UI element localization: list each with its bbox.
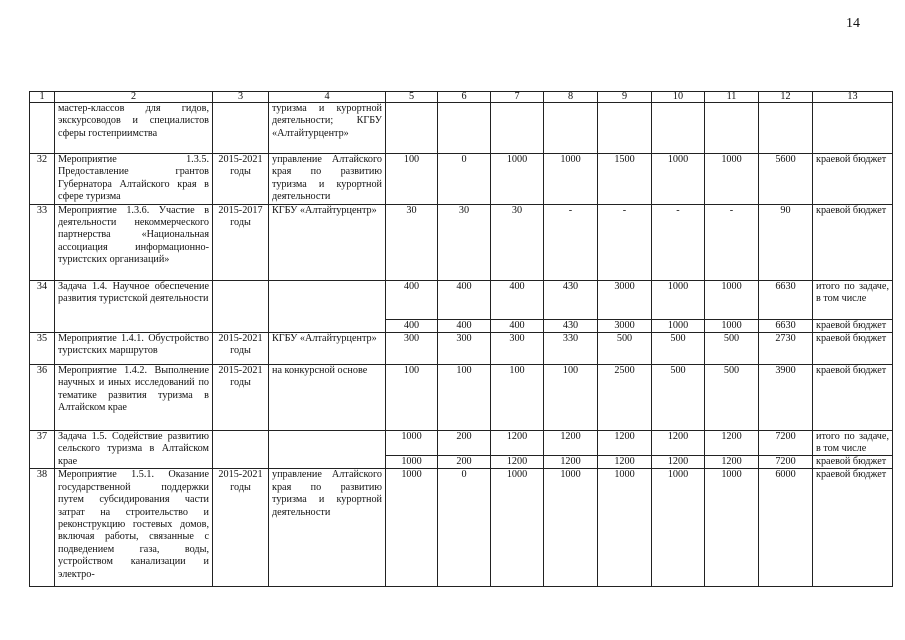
funding-total-label: итого по задаче, в том числе — [816, 280, 889, 305]
measure-name: Задача 1.4. Научное обеспечение развития туристской деятельности — [55, 280, 213, 332]
executor: КГБУ «Алтайтурцентр» — [269, 333, 386, 365]
value-cell: 1000 — [652, 154, 705, 205]
total-value: 1000 — [401, 431, 422, 443]
table-row — [30, 280, 893, 332]
regional-value: 400 — [438, 319, 490, 332]
value-cell: - — [598, 204, 652, 280]
period: 2015-2021 годы — [213, 154, 269, 205]
value-cell — [438, 280, 491, 332]
regional-value: 3000 — [598, 319, 651, 332]
row-number — [30, 103, 55, 154]
value-cell: 500 — [705, 365, 759, 431]
funding-source — [813, 431, 893, 469]
value-cell — [491, 431, 544, 469]
executor: туризма и курортной деятельности; КГБУ «Алтайтурцентр» — [269, 103, 386, 154]
period — [213, 280, 269, 332]
value-cell: 500 — [652, 333, 705, 365]
regional-value: 1000 — [386, 455, 437, 468]
value-cell — [652, 280, 705, 332]
row-number: 38 — [30, 469, 55, 587]
funding-source: краевой бюджет — [813, 154, 893, 205]
executor: управление Алтайского края по развитию туризма и курортной деятельности — [269, 469, 386, 587]
period — [213, 431, 269, 469]
header-row — [30, 92, 893, 103]
value-cell: 100 — [544, 365, 598, 431]
value-cell — [438, 431, 491, 469]
funding-source: краевой бюджет — [813, 469, 893, 587]
executor — [269, 280, 386, 332]
total-value: 400 — [403, 280, 420, 292]
measure-name: Мероприятие 1.4.1. Обустройство туристских маршрутов — [55, 333, 213, 365]
value-cell — [544, 431, 598, 469]
column-header: 6 — [438, 92, 491, 103]
total-value: 400 — [509, 280, 525, 292]
regional-value: 430 — [544, 319, 597, 332]
total-value: 1000 — [667, 280, 689, 292]
regional-value: 1200 — [652, 455, 704, 468]
budget-table — [29, 91, 893, 587]
regional-value: 1200 — [544, 455, 597, 468]
table-row — [30, 154, 893, 205]
regional-value: 1200 — [598, 455, 651, 468]
value-cell: 300 — [438, 333, 491, 365]
funding-source: краевой бюджет — [813, 365, 893, 431]
value-cell — [544, 280, 598, 332]
value-cell: 5600 — [759, 154, 813, 205]
table-row — [30, 431, 893, 469]
value-cell — [438, 103, 491, 154]
regional-value: 7200 — [759, 455, 812, 468]
total-value: 400 — [456, 280, 472, 292]
funding-source — [813, 103, 893, 154]
funding-total-label: итого по задаче, в том числе — [816, 431, 889, 455]
value-cell: - — [652, 204, 705, 280]
value-cell — [386, 103, 438, 154]
value-cell: 100 — [386, 365, 438, 431]
total-value: 1200 — [721, 431, 742, 443]
row-number: 36 — [30, 365, 55, 431]
regional-value: 1200 — [491, 455, 543, 468]
value-cell — [491, 103, 544, 154]
regional-value: 400 — [491, 319, 543, 332]
value-cell — [759, 103, 813, 154]
measure-name: мастер-классов для гидов, экскурсоводов и специалистов сферы гостеприимства — [55, 103, 213, 154]
value-cell: - — [705, 204, 759, 280]
funding-source — [813, 280, 893, 332]
value-cell — [598, 280, 652, 332]
total-value: 1200 — [614, 431, 635, 443]
value-cell: 30 — [438, 204, 491, 280]
measure-name: Мероприятие 1.3.6. Участие в деятельности некоммерческого партнерства «Национальная ассоциация информационно-туристских организаций» — [55, 204, 213, 280]
column-header: 9 — [598, 92, 652, 103]
value-cell: 1000 — [491, 469, 544, 587]
value-cell: 300 — [386, 333, 438, 365]
value-cell — [759, 280, 813, 332]
funding-regional-label: краевой бюджет — [813, 319, 892, 332]
funding-regional-label: краевой бюджет — [813, 455, 892, 468]
regional-value: 200 — [438, 455, 490, 468]
measure-name: Мероприятие 1.3.5. Предоставление грантов Губернатора Алтайского края в сфере туризма — [55, 154, 213, 205]
column-header: 3 — [213, 92, 269, 103]
executor: на конкурсной основе — [269, 365, 386, 431]
value-cell: 30 — [386, 204, 438, 280]
value-cell: 30 — [491, 204, 544, 280]
value-cell — [705, 103, 759, 154]
value-cell: 6000 — [759, 469, 813, 587]
total-value: 6630 — [775, 280, 796, 292]
value-cell: 1000 — [598, 469, 652, 587]
value-cell — [652, 103, 705, 154]
value-cell — [598, 103, 652, 154]
executor — [269, 431, 386, 469]
row-number: 35 — [30, 333, 55, 365]
column-header: 4 — [269, 92, 386, 103]
value-cell: 100 — [438, 365, 491, 431]
executor: КГБУ «Алтайтурцентр» — [269, 204, 386, 280]
regional-value: 1000 — [705, 319, 758, 332]
value-cell: 1000 — [544, 154, 598, 205]
total-value: 200 — [456, 431, 472, 443]
measure-name: Мероприятие 1.5.1. Оказание государственной поддержки путем субсидирования части затрат на строительство и реконструкцию гостевых домов, включая работы, связанные с подведением газа, воды, устройством канализации и электро- — [55, 469, 213, 587]
value-cell: 0 — [438, 469, 491, 587]
column-header: 10 — [652, 92, 705, 103]
row-number: 33 — [30, 204, 55, 280]
period: 2015-2021 годы — [213, 469, 269, 587]
value-cell: 90 — [759, 204, 813, 280]
column-header: 11 — [705, 92, 759, 103]
total-value: 3000 — [614, 280, 635, 292]
period: 2015-2017 годы — [213, 204, 269, 280]
column-header: 1 — [30, 92, 55, 103]
column-header: 7 — [491, 92, 544, 103]
value-cell: 330 — [544, 333, 598, 365]
value-cell: 1000 — [705, 154, 759, 205]
regional-value: 1200 — [705, 455, 758, 468]
regional-value: 400 — [386, 319, 437, 332]
value-cell — [386, 280, 438, 332]
table-row — [30, 365, 893, 431]
value-cell: 3900 — [759, 365, 813, 431]
value-cell: 300 — [491, 333, 544, 365]
value-cell: 1000 — [544, 469, 598, 587]
executor: управление Алтайского края по развитию туризма и курортной деятельности — [269, 154, 386, 205]
total-value: 1200 — [506, 431, 528, 443]
value-cell: - — [544, 204, 598, 280]
total-value: 1200 — [667, 431, 689, 443]
value-cell: 100 — [386, 154, 438, 205]
column-header: 8 — [544, 92, 598, 103]
value-cell: 500 — [598, 333, 652, 365]
value-cell — [652, 431, 705, 469]
total-value: 430 — [562, 280, 579, 292]
period: 2015-2021 годы — [213, 365, 269, 431]
regional-value: 6630 — [759, 319, 812, 332]
table-row — [30, 103, 893, 154]
funding-source: краевой бюджет — [813, 204, 893, 280]
value-cell: 500 — [705, 333, 759, 365]
value-cell: 0 — [438, 154, 491, 205]
table-row — [30, 333, 893, 365]
period — [213, 103, 269, 154]
value-cell — [491, 280, 544, 332]
table-row — [30, 469, 893, 587]
column-header: 12 — [759, 92, 813, 103]
value-cell: 500 — [652, 365, 705, 431]
table-row — [30, 204, 893, 280]
total-value: 1000 — [721, 280, 742, 292]
value-cell: 1500 — [598, 154, 652, 205]
value-cell: 1000 — [652, 469, 705, 587]
value-cell: 2730 — [759, 333, 813, 365]
value-cell: 100 — [491, 365, 544, 431]
value-cell: 1000 — [386, 469, 438, 587]
value-cell — [705, 280, 759, 332]
column-header: 13 — [813, 92, 893, 103]
measure-name: Задача 1.5. Содействие развитию сельского туризма в Алтайском крае — [55, 431, 213, 469]
value-cell: 1000 — [491, 154, 544, 205]
value-cell — [544, 103, 598, 154]
measure-name: Мероприятие 1.4.2. Выполнение научных и иных исследований по тематике развития туризма в Алтайском крае — [55, 365, 213, 431]
regional-value: 1000 — [652, 319, 704, 332]
total-value: 7200 — [775, 431, 796, 443]
total-value: 1200 — [560, 431, 581, 443]
column-header: 2 — [55, 92, 213, 103]
value-cell — [598, 431, 652, 469]
funding-source: краевой бюджет — [813, 333, 893, 365]
value-cell — [759, 431, 813, 469]
column-header: 5 — [386, 92, 438, 103]
value-cell — [705, 431, 759, 469]
row-number: 37 — [30, 431, 55, 469]
row-number: 32 — [30, 154, 55, 205]
row-number: 34 — [30, 280, 55, 332]
value-cell: 2500 — [598, 365, 652, 431]
value-cell — [386, 431, 438, 469]
value-cell: 1000 — [705, 469, 759, 587]
period: 2015-2021 годы — [213, 333, 269, 365]
page-number: 14 — [846, 16, 860, 31]
